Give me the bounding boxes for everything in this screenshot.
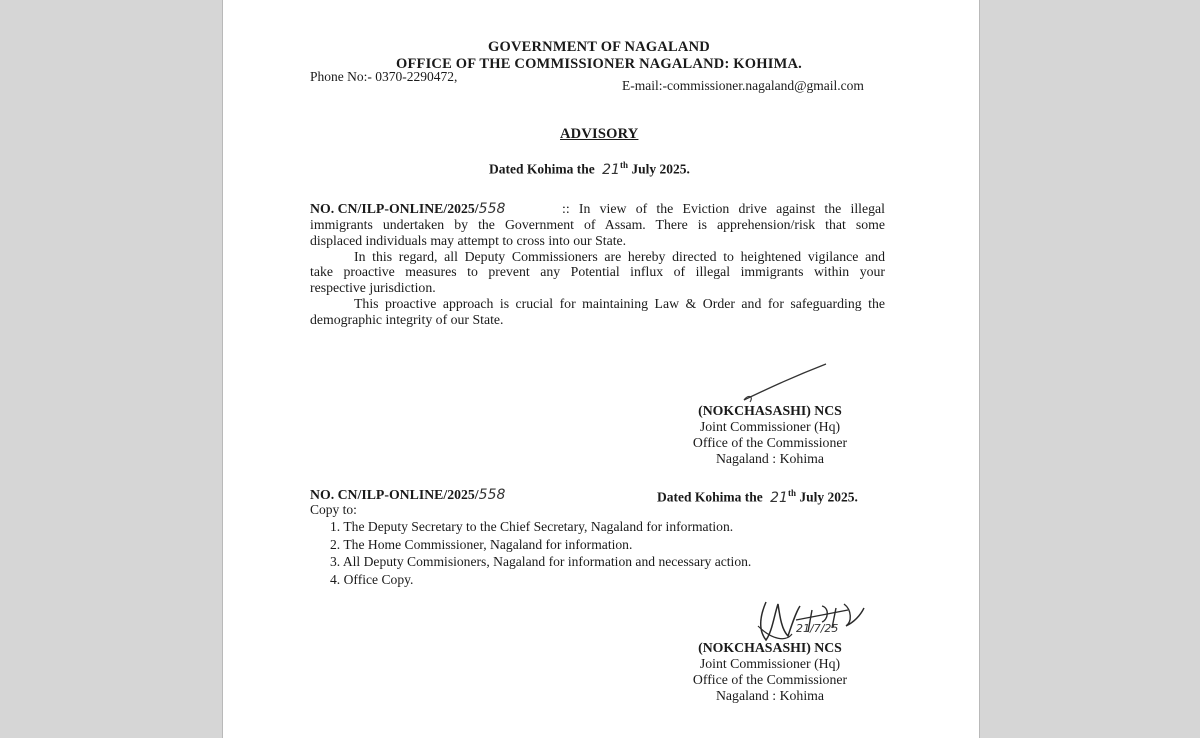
para1-line2: immigrants undertaken by the Government of Assam. There is apprehension/risk that some (310, 217, 885, 232)
dated-line (489, 160, 690, 178)
signature-stroke-1 (740, 360, 830, 405)
para2-line2: take proactive measures to prevent any Potential influx of illegal immigrants within your (310, 264, 885, 280)
phone-number: Phone No:- 0370-2290472, (310, 69, 458, 84)
copy-reference-handwritten-number: 558 (478, 487, 506, 503)
dated-prefix: Dated Kohima the (489, 161, 595, 177)
office-heading: OFFICE OF THE COMMISSIONER NAGALAND: KOHIMA. (396, 56, 802, 72)
para3-line2: demographic integrity of our State. (310, 311, 504, 327)
copy-to-list (330, 518, 751, 588)
signatory-name: (NOKCHASASHI) NCS (698, 640, 842, 655)
signatory-place: Nagaland : Kohima (715, 451, 825, 466)
copy-item: 2. The Home Commissioner, Nagaland for information. (330, 536, 633, 552)
para2-line1: In this regard, all Deputy Commissioners are hereby directed to heightened vigilance and (354, 248, 885, 264)
para1-lead: :: In view of the Eviction drive against the illegal (562, 201, 885, 216)
dated-day: 21 (602, 161, 620, 178)
dated-month-year: July 2025. (631, 161, 690, 177)
reference-handwritten-number: 558 (478, 201, 506, 217)
email-address: E-mail:-commissioner.nagaland@gmail.com (622, 78, 864, 93)
dated-suffix: th (619, 160, 628, 170)
para2-line3: respective jurisdiction. (310, 280, 436, 296)
advisory-title: ADVISORY (560, 126, 639, 142)
reference-number: NO. CN/ILP-ONLINE/2025/558 (310, 201, 506, 217)
signatory-office: Office of the Commissioner (692, 435, 848, 450)
signature-block-1 (682, 403, 858, 467)
copy-dated-line: Dated Kohima the 21th July 2025. (657, 488, 858, 506)
copy-item: 1. The Deputy Secretary to the Chief Secretary, Nagaland for information. (330, 519, 734, 534)
signature-block-2 (682, 640, 858, 704)
signatory-designation: Joint Commissioner (Hq) (699, 419, 841, 434)
copy-item: 4. Office Copy. (330, 571, 414, 587)
copy-to-label: Copy to: (310, 502, 357, 517)
signatory-place: Nagaland : Kohima (715, 688, 825, 703)
signatory-name: (NOKCHASASHI) NCS (698, 403, 842, 418)
signatory-designation: Joint Commissioner (Hq) (699, 656, 841, 671)
para3-line1: This proactive approach is crucial for maintaining Law & Order and for safeguarding the (354, 295, 885, 311)
government-heading: GOVERNMENT OF NAGALAND (488, 39, 710, 55)
para1-line3: displaced individuals may attempt to cross into our State. (310, 232, 627, 248)
advisory-body (310, 217, 885, 328)
signature-handwritten-date: 21/7/25 (796, 622, 839, 635)
copy-reference-number: NO. CN/ILP-ONLINE/2025/558 (310, 487, 506, 503)
signatory-office: Office of the Commissioner (692, 672, 848, 687)
copy-item: 3. All Deputy Commisioners, Nagaland for information and necessary action. (330, 554, 752, 570)
